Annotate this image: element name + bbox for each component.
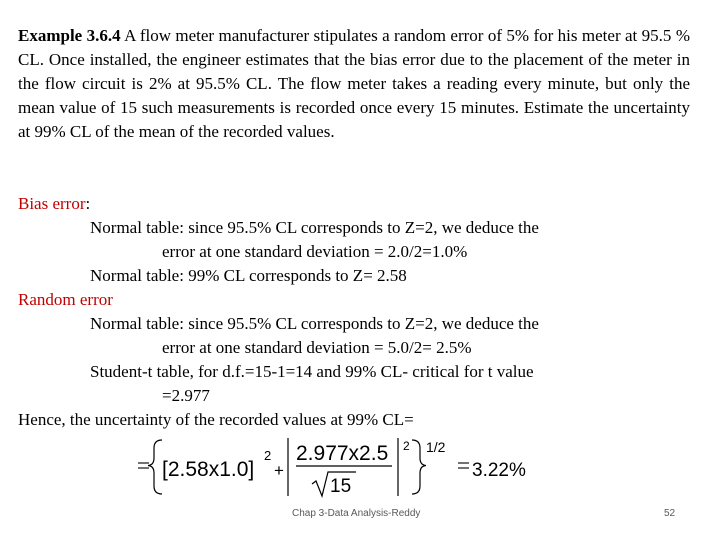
conclusion-line: Hence, the uncertainty of the recorded values at 99% CL= — [18, 410, 414, 429]
formula-exponent-1: 2 — [264, 448, 272, 463]
bias-heading — [18, 192, 90, 216]
footer-source: Chap 3-Data Analysis-Reddy — [292, 508, 421, 519]
random-line-2: error at one standard deviation = 5.0/2= 2.5% — [162, 338, 472, 357]
random-heading: Random error — [18, 290, 113, 309]
example-text: A flow meter manufacturer stipulates a random error of 5% for his meter at 95.5 % CL. Once installed, the engineer estimates that the bias error due to the placement of the meter in the flow circuit is 2% at 95.5% CL. The flow meter takes a reading every minute, but only the mean value of 15 such measurements is recorded once every 15 minutes. Estimate the uncertainty at 99% CL of the mean of the recorded values. — [18, 26, 690, 141]
example-paragraph — [18, 24, 690, 144]
random-line-3: Student-t table, for d.f.=15-1=14 and 99% CL- critical for t value — [90, 362, 534, 381]
formula-outer-exponent: 1/2 — [426, 439, 446, 455]
formula-denominator: 15 — [330, 476, 352, 497]
formula-plus: + — [274, 461, 284, 480]
random-line-1: Normal table: since 95.5% CL corresponds to Z=2, we deduce the — [90, 314, 539, 333]
bias-heading-colon: : — [85, 194, 91, 213]
formula-numerator: 2.977x2.5 — [296, 442, 389, 465]
random-line-4: =2.977 — [162, 386, 210, 405]
page-number: 52 — [664, 508, 676, 519]
bias-line-2: error at one standard deviation = 2.0/2=1.0% — [162, 242, 468, 261]
bias-line-1: Normal table: since 95.5% CL corresponds to Z=2, we deduce the — [90, 218, 539, 237]
example-label: Example 3.6.4 — [18, 26, 121, 45]
formula-term-1: [2.58x1.0] — [162, 458, 255, 481]
bias-line-3: Normal table: 99% CL corresponds to Z= 2.58 — [90, 266, 407, 285]
formula-right-brace — [412, 440, 426, 494]
bias-heading-label: Bias error — [18, 194, 86, 213]
formula-exponent-2: 2 — [403, 439, 410, 453]
formula-result: 3.22% — [472, 460, 526, 481]
formula-left-brace — [148, 440, 162, 494]
uncertainty-formula — [136, 434, 536, 504]
